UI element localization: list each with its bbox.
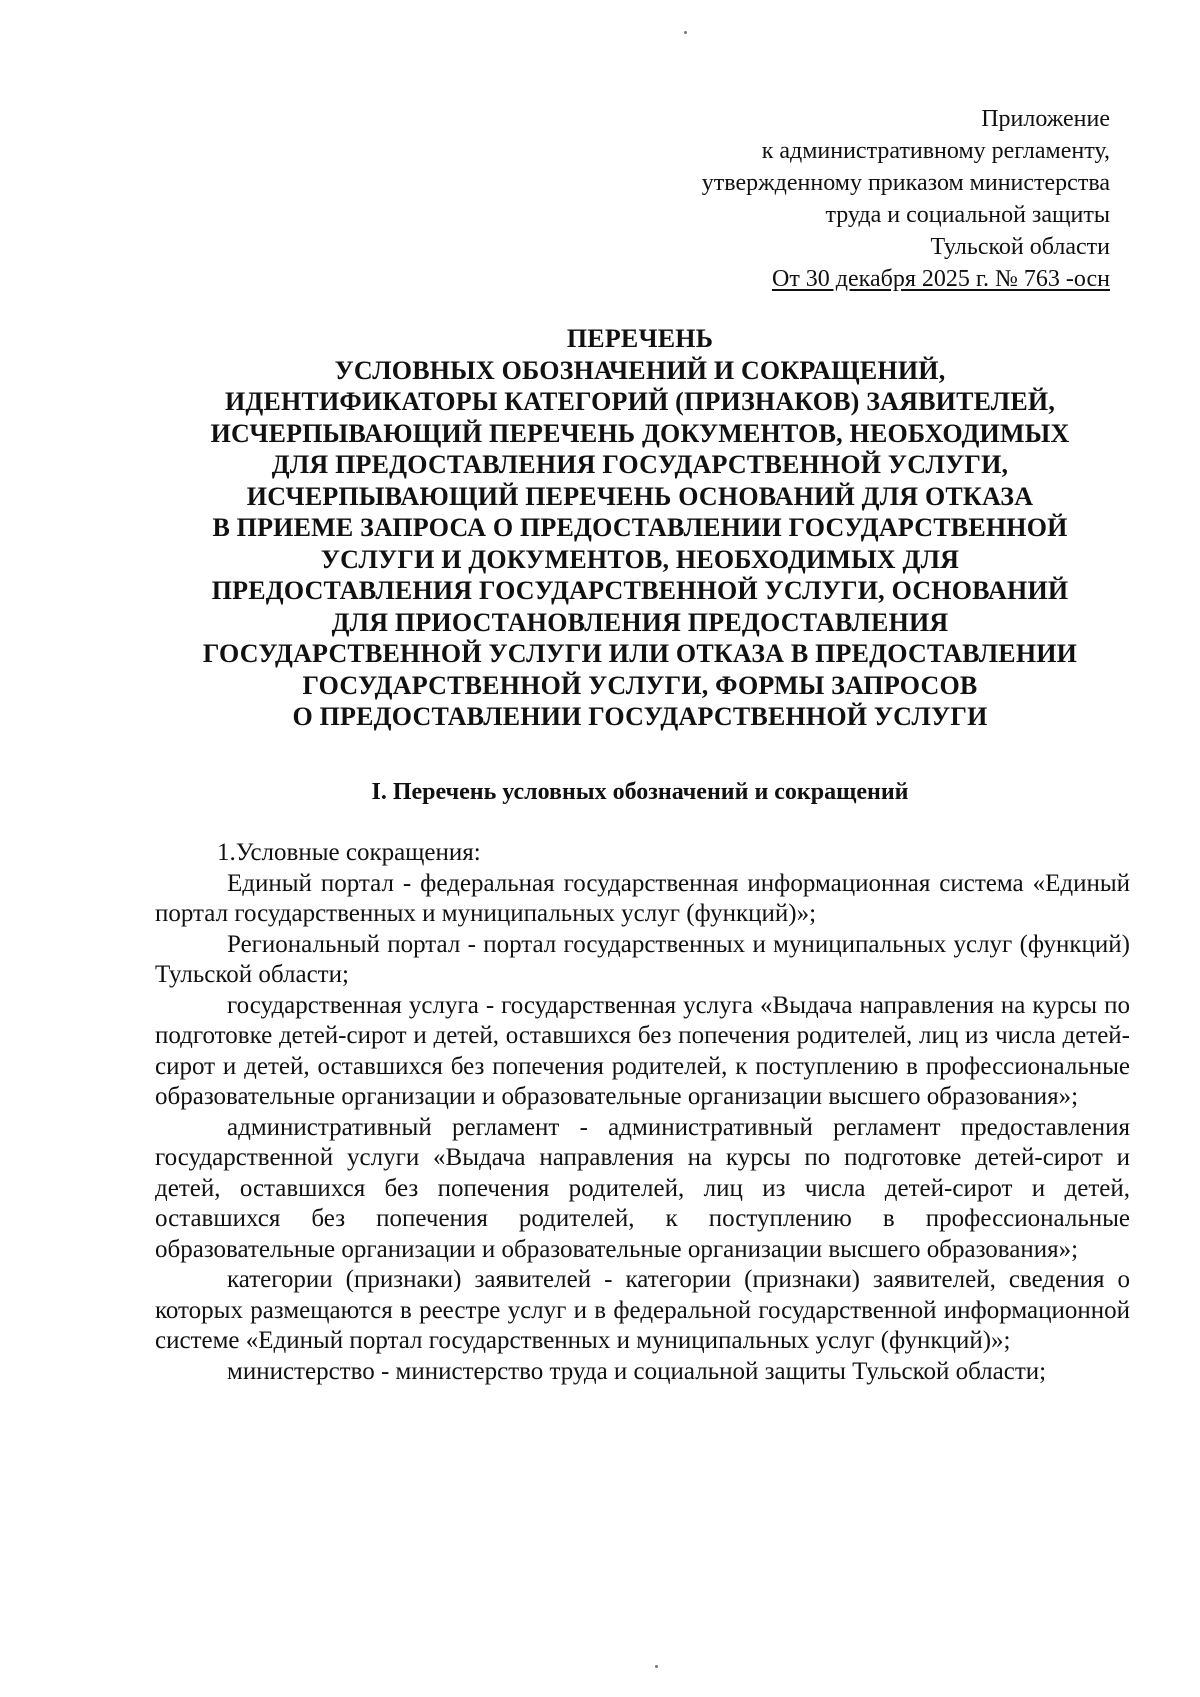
document-title bbox=[150, 323, 1130, 733]
title-line: В ПРИЕМЕ ЗАПРОСА О ПРЕДОСТАВЛЕНИИ ГОСУДАРСТВЕННОЙ bbox=[212, 513, 1068, 542]
title-line: О ПРЕДОСТАВЛЕНИИ ГОСУДАРСТВЕННОЙ УСЛУГИ bbox=[292, 702, 988, 731]
approval-date-line: От 30 декабря 2025 г. № 763 -осн bbox=[771, 266, 1110, 292]
scan-mark-bottom bbox=[655, 1665, 658, 1668]
paragraph-administrative-regulation: административный регламент - административный регламент предоставления государственной услуги «Выдача направления на курсы по подготовке детей-сирот и детей, оставшихся без попечения родителей, лиц из числа детей-сирот и детей, оставшихся без попечения родителей, к поступлению в профессиональные образовательные организации и образовательные организации высшего образования»; bbox=[155, 1113, 1130, 1263]
title-line: ГОСУДАРСТВЕННОЙ УСЛУГИ, ФОРМЫ ЗАПРОСОВ bbox=[302, 670, 978, 700]
title-line: УСЛОВНЫХ ОБОЗНАЧЕНИЙ И СОКРАЩЕНИЙ, bbox=[334, 355, 946, 385]
title-line: ИСЧЕРПЫВАЮЩИЙ ПЕРЕЧЕНЬ ДОКУМЕНТОВ, НЕОБХОДИМЫХ bbox=[210, 418, 1070, 448]
approval-line: Приложение bbox=[981, 106, 1110, 132]
title-line: ГОСУДАРСТВЕННОЙ УСЛУГИ ИЛИ ОТКАЗА В ПРЕДОСТАВЛЕНИИ bbox=[202, 639, 1078, 668]
title-line: УСЛУГИ И ДОКУМЕНТОВ, НЕОБХОДИМЫХ ДЛЯ bbox=[320, 544, 960, 574]
paragraph-ministry: министерство - министерство труда и социальной защиты Тульской области; bbox=[227, 1357, 1047, 1385]
paragraph-state-service: государственная услуга - государственная услуга «Выдача направления на курсы по подготовке детей-сирот и детей, оставшихся без попечения родителей, лиц из числа детей-сирот и детей, оставшихся без попечения родителей, к поступлению в профессиональные образовательные организации и образовательные организации высшего образования»; bbox=[155, 991, 1130, 1110]
approval-line: Тульской области bbox=[930, 234, 1110, 260]
approval-line: утвержденному приказом министерства bbox=[701, 170, 1110, 196]
approval-line: труда и социальной защиты bbox=[825, 202, 1110, 228]
paragraph-applicant-categories: категории (признаки) заявителей - категории (признаки) заявителей, сведения о которых размещаются в реестре услуг и в федеральной государственной информационной системе «Единый портал государственных и муниципальных услуг (функций)»; bbox=[155, 1266, 1130, 1354]
title-line: ПЕРЕЧЕНЬ bbox=[566, 324, 714, 353]
title-line: ИСЧЕРПЫВАЮЩИЙ ПЕРЕЧЕНЬ ОСНОВАНИЙ ДЛЯ ОТКАЗА bbox=[246, 481, 1034, 511]
title-line: ПРЕДОСТАВЛЕНИЯ ГОСУДАРСТВЕННОЙ УСЛУГИ, ОСНОВАНИЙ bbox=[211, 576, 1069, 605]
paragraph-unified-portal: Единый портал - федеральная государственная информационная система «Единый портал государственных и муниципальных услуг (функций)»; bbox=[155, 869, 1130, 927]
approval-line: к административному регламенту, bbox=[761, 138, 1110, 164]
title-line: ДЛЯ ПРЕДОСТАВЛЕНИЯ ГОСУДАРСТВЕННОЙ УСЛУГИ, bbox=[271, 450, 1009, 479]
paragraph-abbreviations-intro: 1.Условные сокращения: bbox=[217, 839, 481, 866]
document-body bbox=[155, 838, 1130, 1387]
title-line: ИДЕНТИФИКАТОРЫ КАТЕГОРИЙ (ПРИЗНАКОВ) ЗАЯВИТЕЛЕЙ, bbox=[224, 387, 1056, 416]
paragraph-regional-portal: Региональный портал - портал государственных и муниципальных услуг (функций) Тульской области; bbox=[155, 930, 1130, 988]
section-heading: I. Перечень условных обозначений и сокращений bbox=[371, 779, 909, 805]
title-line: ДЛЯ ПРИОСТАНОВЛЕНИЯ ПРЕДОСТАВЛЕНИЯ bbox=[331, 607, 949, 637]
scan-mark-top bbox=[684, 31, 687, 34]
approval-block bbox=[490, 103, 1110, 295]
